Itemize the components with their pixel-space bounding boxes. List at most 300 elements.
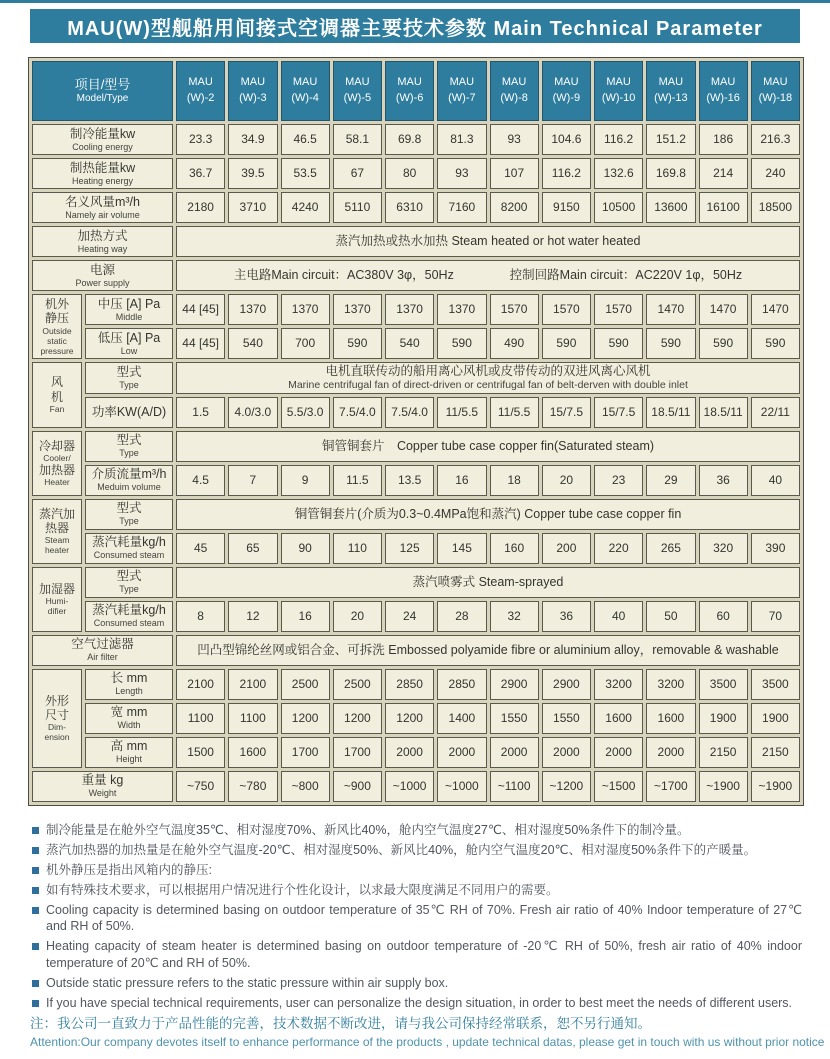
cell-text-line: 蒸汽耗量kg/h (92, 535, 166, 550)
value-cell: 590 (437, 328, 486, 359)
table-row (32, 601, 800, 632)
value-cell: 132.6 (594, 158, 643, 189)
bottom-note-zh: 注：我公司一直致力于产品性能的完善，技术数据不断改进，请与我公司保持经常联系，恕不另行通知。 (30, 1016, 651, 1031)
cell-text-line: Height (115, 754, 142, 765)
value-cell: 200 (542, 533, 591, 564)
value-cell: 3500 (751, 669, 800, 700)
cell-text-line: 长 mm (110, 671, 148, 686)
cell-text-line: MAU (292, 76, 318, 89)
param-label-cell (32, 192, 173, 223)
value-cell: 1370 (437, 294, 486, 325)
cell-text-line: 机 (50, 389, 63, 404)
value-cell: ~1200 (542, 771, 591, 802)
value-cell: 20 (333, 601, 382, 632)
param-label-cell (32, 158, 173, 189)
value-cell: 169.8 (646, 158, 695, 189)
merged-value-cell (176, 226, 800, 257)
value-cell: 5.5/3.0 (281, 397, 330, 428)
cell-text-line: 加热器 (38, 463, 75, 478)
cell-text-line: (W)-2 (186, 92, 215, 104)
value-cell: 107 (490, 158, 539, 189)
cell-text-line: heater (44, 545, 70, 556)
cell-text-line: 低压 [A] Pa (97, 330, 161, 345)
value-cell: 90 (281, 533, 330, 564)
spec-table (28, 57, 804, 806)
cell-text-line: 型式 (116, 501, 142, 516)
value-cell: 18.5/11 (646, 397, 695, 428)
param-label-cell (85, 737, 173, 768)
param-label-cell (85, 567, 173, 598)
value-cell: 93 (490, 124, 539, 155)
group-label-cell (32, 499, 82, 564)
param-label-cell (85, 431, 173, 462)
value-cell: 11/5.5 (437, 397, 486, 428)
value-cell: 32 (490, 601, 539, 632)
value-cell: 1470 (751, 294, 800, 325)
cell-text-line: 主电路Main circuit：AC380V 3φ，50Hz (233, 268, 454, 282)
merged-value-cell (176, 567, 800, 598)
value-cell: 1500 (176, 737, 225, 768)
cell-text-line: 空气过滤器 (71, 637, 134, 652)
table-row (32, 703, 800, 734)
footnote-item (30, 995, 802, 1012)
value-cell: 1600 (646, 703, 695, 734)
cell-text-line: Marine centrifugal fan of direct-driven or centrifugal fan of belt-derven with double inlet (288, 379, 688, 391)
value-cell: 18500 (751, 192, 800, 223)
group-label-cell (32, 567, 82, 632)
cell-text-line: Consumed steam (93, 618, 165, 629)
cell-text-line: MAU (710, 76, 736, 89)
cell-text-line: 制冷能量kw (69, 126, 136, 141)
model-header-cell (594, 61, 643, 121)
cell-text-line: (W)-9 (552, 92, 581, 104)
value-cell: 2000 (646, 737, 695, 768)
value-cell: 2000 (490, 737, 539, 768)
model-header-cell (751, 61, 800, 121)
header-row (32, 61, 800, 121)
cell-text-line: 功率KW(A/D) (91, 404, 167, 419)
value-cell: 2180 (176, 192, 225, 223)
cell-text-line: Type (119, 584, 139, 595)
value-cell: 40 (751, 465, 800, 496)
table-row (32, 771, 800, 802)
cell-text-line: (W)-5 (343, 92, 372, 104)
cell-text-line: 加湿器 (38, 581, 75, 596)
value-cell: 16 (437, 465, 486, 496)
model-header-cell (542, 61, 591, 121)
cell-text-line: 型式 (116, 364, 142, 379)
page-title: MAU(W)型舰船用间接式空调器主要技术参数 Main Technical Parameter (30, 9, 800, 43)
cell-text-line: 型式 (116, 433, 142, 448)
value-cell: 4.5 (176, 465, 225, 496)
cell-text-line: 蒸汽加 (38, 506, 75, 521)
value-cell: 18 (490, 465, 539, 496)
cell-text-line: Outside (42, 325, 72, 336)
cell-text-line: 重量 kg (81, 773, 124, 788)
value-cell: 29 (646, 465, 695, 496)
cell-text-line: 铜管铜套片(介质为0.3~0.4MPa饱和蒸汽) Copper tube case copper fin (294, 506, 682, 521)
square-bullet-icon (32, 867, 39, 874)
footnote-text: If you have special technical requirements, user can personalize the design situation, in order to best meet the needs of different users. (46, 995, 793, 1010)
cell-text-line: 电机直联传动的船用离心风机或皮带传动的双进风离心风机 (325, 364, 651, 378)
footnotes (30, 822, 802, 1015)
merged-value-cell (176, 260, 800, 291)
square-bullet-icon (32, 1000, 39, 1007)
value-cell: 5110 (333, 192, 382, 223)
cell-text-line: 制热能量kw (69, 160, 136, 175)
cell-text-line: 铜管铜套片 Copper tube case copper fin(Saturated steam) (321, 438, 655, 453)
value-cell: ~1900 (751, 771, 800, 802)
cell-text-line: (W)-7 (448, 92, 476, 104)
value-cell: 2100 (228, 669, 277, 700)
table-row (32, 362, 800, 394)
param-label-cell (85, 669, 173, 700)
cell-text-line: pressure (40, 345, 74, 356)
value-cell: 11.5 (333, 465, 382, 496)
value-cell: 145 (437, 533, 486, 564)
value-cell: 1570 (594, 294, 643, 325)
param-label-cell (85, 362, 173, 394)
cell-text-line: MAU (449, 76, 475, 89)
value-cell: 2150 (751, 737, 800, 768)
value-cell: 7 (228, 465, 277, 496)
value-cell: 2500 (281, 669, 330, 700)
value-cell: 36 (699, 465, 748, 496)
square-bullet-icon (32, 847, 39, 854)
param-label-cell (85, 328, 173, 359)
value-cell: 214 (699, 158, 748, 189)
value-cell: 1600 (228, 737, 277, 768)
merged-value-cell (176, 362, 800, 394)
cell-text-line: 型式 (116, 569, 142, 584)
value-cell: 1600 (594, 703, 643, 734)
cell-text-line: 高 mm (110, 739, 148, 754)
value-cell: 3710 (228, 192, 277, 223)
value-cell: 28 (437, 601, 486, 632)
cell-text-line: Meduim volume (97, 482, 161, 493)
model-type-header-cell (32, 61, 173, 121)
cell-text-line: 机外 (44, 296, 69, 311)
cell-text-line: Type (119, 448, 139, 459)
footnote-item (30, 862, 802, 879)
value-cell: 53.5 (281, 158, 330, 189)
square-bullet-icon (32, 887, 39, 894)
value-cell: 69.8 (385, 124, 434, 155)
cell-text-line: MAU (345, 76, 370, 89)
value-cell: 320 (699, 533, 748, 564)
cell-text-line: 电源 (89, 262, 115, 277)
value-cell: 1900 (751, 703, 800, 734)
footnote-text: Outside static pressure refers to the static pressure within air supply box. (46, 976, 449, 990)
table-row (32, 192, 800, 223)
value-cell: 4240 (281, 192, 330, 223)
footnote-text: 蒸汽加热器的加热量是在舱外空气温度-20℃、相对湿度50%、新风比40%，舱内空气温度20℃、相对湿度50%条件下的产暖量。 (46, 842, 757, 857)
value-cell: 50 (646, 601, 695, 632)
cell-text-line: Namely air volume (65, 209, 140, 220)
value-cell: 590 (646, 328, 695, 359)
value-cell: 700 (281, 328, 330, 359)
table-row (32, 737, 800, 768)
cell-text-line: 热器 (44, 520, 69, 535)
value-cell: 39.5 (228, 158, 277, 189)
value-cell: 2000 (437, 737, 486, 768)
cell-text-line: MAU (554, 76, 579, 89)
cell-text-line: MAU (763, 76, 788, 89)
merged-value-cell (176, 431, 800, 462)
value-cell: 1470 (699, 294, 748, 325)
value-cell: 2000 (542, 737, 591, 768)
param-label-cell (85, 601, 173, 632)
value-cell: 2900 (490, 669, 539, 700)
cell-text-line: 名义风量m³/h (64, 194, 140, 209)
value-cell: 1200 (333, 703, 382, 734)
bottom-note-en: Attention:Our company devotes itself to enhance performance of the products , update technical datas, please get in touch with us without prior notice (30, 1035, 825, 1050)
value-cell: 8200 (490, 192, 539, 223)
value-cell: 9 (281, 465, 330, 496)
table-row (32, 669, 800, 700)
model-header-cell (699, 61, 748, 121)
cell-text-line: MAU (658, 76, 684, 89)
value-cell: 11/5.5 (490, 397, 539, 428)
cell-text-line: Air filter (87, 652, 118, 663)
value-cell: 70 (751, 601, 800, 632)
cell-text-line: Dim- (48, 722, 66, 733)
footnote-item (30, 822, 802, 839)
cell-text-line: 凹凸型锦纶丝网或铝合金、可拆洗 Embossed polyamide fibre or aluminium alloy，removable & washable (197, 642, 779, 657)
value-cell: 216.3 (751, 124, 800, 155)
cell-text-line: 加热方式 (77, 228, 128, 243)
value-cell: 81.3 (437, 124, 486, 155)
power-supply-parts (178, 268, 798, 283)
model-header-cell (228, 61, 277, 121)
value-cell: 1370 (385, 294, 434, 325)
value-cell: 36.7 (176, 158, 225, 189)
value-cell: 4.0/3.0 (228, 397, 277, 428)
footnote-item (30, 975, 802, 992)
cell-text-line: (W)-18 (758, 92, 793, 104)
value-cell: 58.1 (333, 124, 382, 155)
cell-text-line: (W)-3 (239, 92, 267, 104)
footnote-text: 机外静压是指出风箱内的静压: (46, 862, 212, 877)
value-cell: 1900 (699, 703, 748, 734)
cell-text-line: (W)-4 (291, 92, 319, 104)
value-cell: 104.6 (542, 124, 591, 155)
value-cell: 265 (646, 533, 695, 564)
cell-text-line: 风 (50, 375, 63, 390)
model-header-cell (385, 61, 434, 121)
value-cell: 13.5 (385, 465, 434, 496)
value-cell: 186 (699, 124, 748, 155)
value-cell: 7160 (437, 192, 486, 223)
value-cell: 24 (385, 601, 434, 632)
footnote-item (30, 938, 802, 972)
cell-text-line: (W)-8 (500, 92, 528, 104)
param-label-cell (85, 465, 173, 496)
square-bullet-icon (32, 980, 39, 987)
value-cell: 23.3 (176, 124, 225, 155)
value-cell: 16100 (699, 192, 748, 223)
value-cell: 7.5/4.0 (385, 397, 434, 428)
value-cell: 93 (437, 158, 486, 189)
cell-text-line: difier (47, 606, 67, 617)
value-cell: 590 (699, 328, 748, 359)
value-cell: 2000 (385, 737, 434, 768)
cell-text-line: MAU (188, 76, 213, 89)
table-row (32, 124, 800, 155)
value-cell: 15/7.5 (542, 397, 591, 428)
cell-text-line: (W)-10 (601, 92, 636, 104)
cell-text-line: Type (119, 516, 139, 527)
cell-text-line: Model/Type (76, 92, 129, 104)
table-row (32, 260, 800, 291)
value-cell: 490 (490, 328, 539, 359)
value-cell: 2850 (437, 669, 486, 700)
value-cell: 7.5/4.0 (333, 397, 382, 428)
table-row (32, 567, 800, 598)
cell-text-line: 控制回路Main circuit：AC220V 1φ，50Hz (509, 268, 743, 282)
value-cell: 540 (228, 328, 277, 359)
value-cell: 1200 (385, 703, 434, 734)
table-row (32, 465, 800, 496)
cell-text-line: Type (119, 379, 139, 390)
value-cell: 16 (281, 601, 330, 632)
cell-text-line: 蒸汽耗量kg/h (92, 603, 166, 618)
model-header-cell (281, 61, 330, 121)
footnote-text: Cooling capacity is determined basing on outdoor temperature of 35℃ RH of 70%. Fresh air ratio of 40% Indoor temperature of 27℃ and RH of 50%. (46, 902, 802, 934)
value-cell: 46.5 (281, 124, 330, 155)
footnote-text: Heating capacity of steam heater is determined basing on outdoor temperature of -20℃ RH of 50%, fresh air ratio of 40% indoor temperature of 20℃ and RH of 50%. (46, 939, 802, 971)
cell-text-line: 外形 (44, 693, 69, 708)
value-cell: 1370 (228, 294, 277, 325)
table-row (32, 431, 800, 462)
value-cell: 2150 (699, 737, 748, 768)
model-header-cell (490, 61, 539, 121)
value-cell: 2850 (385, 669, 434, 700)
cell-text-line: 介质流量m³/h (91, 467, 167, 482)
value-cell: 34.9 (228, 124, 277, 155)
top-accent-strip (0, 0, 830, 3)
cell-text-line: MAU (240, 76, 266, 89)
cell-text-line: Heating way (77, 243, 128, 254)
square-bullet-icon (32, 943, 39, 950)
model-header-cell (437, 61, 486, 121)
value-cell: 45 (176, 533, 225, 564)
param-label-cell (85, 703, 173, 734)
cell-text-line: Humi- (45, 596, 69, 607)
cell-text-line: Cooler/ (43, 452, 71, 463)
table-row (32, 226, 800, 257)
value-cell: ~1100 (490, 771, 539, 802)
value-cell: 390 (751, 533, 800, 564)
cell-text-line: MAU (501, 76, 527, 89)
value-cell: 36 (542, 601, 591, 632)
value-cell: ~1000 (437, 771, 486, 802)
value-cell: 2000 (594, 737, 643, 768)
cell-text-line: Cooling energy (72, 141, 133, 152)
value-cell: 12 (228, 601, 277, 632)
param-label-cell (85, 499, 173, 530)
value-cell: 3200 (594, 669, 643, 700)
cell-text-line: ension (44, 732, 70, 743)
value-cell: ~750 (176, 771, 225, 802)
value-cell: 3500 (699, 669, 748, 700)
table-row (32, 499, 800, 530)
value-cell: 125 (385, 533, 434, 564)
value-cell: 22/11 (751, 397, 800, 428)
value-cell: 590 (751, 328, 800, 359)
group-label-cell (32, 431, 82, 496)
value-cell: 116.2 (542, 158, 591, 189)
cell-text-line: Power supply (75, 277, 130, 288)
cell-text-line: 尺寸 (44, 707, 69, 722)
value-cell: 1550 (490, 703, 539, 734)
cell-text-line: 蒸汽加热或热水加热 Steam heated or hot water heated (335, 234, 641, 248)
table-row (32, 328, 800, 359)
cell-text-line: 项目/型号 (74, 77, 131, 93)
value-cell: 1100 (176, 703, 225, 734)
value-cell: 1.5 (176, 397, 225, 428)
square-bullet-icon (32, 827, 39, 834)
value-cell: 1200 (281, 703, 330, 734)
cell-text-line: Width (117, 720, 141, 731)
spec-table-head (32, 61, 800, 121)
value-cell: ~780 (228, 771, 277, 802)
value-cell: 220 (594, 533, 643, 564)
value-cell: ~1500 (594, 771, 643, 802)
value-cell: 13600 (646, 192, 695, 223)
value-cell: 590 (594, 328, 643, 359)
group-label-cell (32, 362, 82, 428)
cell-text-line: Low (120, 345, 138, 356)
value-cell: 10500 (594, 192, 643, 223)
value-cell: 20 (542, 465, 591, 496)
value-cell: 15/7.5 (594, 397, 643, 428)
value-cell: 65 (228, 533, 277, 564)
value-cell: 1100 (228, 703, 277, 734)
spec-table-body (32, 124, 800, 802)
value-cell: 80 (385, 158, 434, 189)
value-cell: 23 (594, 465, 643, 496)
table-row (32, 294, 800, 325)
footnote-item (30, 882, 802, 899)
bottom-note (30, 1014, 825, 1051)
value-cell: 18.5/11 (699, 397, 748, 428)
value-cell: 240 (751, 158, 800, 189)
value-cell: 1470 (646, 294, 695, 325)
value-cell: 8 (176, 601, 225, 632)
cell-text-line: MAU (606, 76, 631, 89)
param-label-cell (85, 533, 173, 564)
cell-text-line: 中压 [A] Pa (97, 296, 161, 311)
footnote-text: 如有特殊技术要求，可以根据用户情况进行个性化设计，以求最大限度满足不同用户的需要。 (46, 882, 559, 897)
model-header-cell (646, 61, 695, 121)
param-label-cell (85, 397, 173, 428)
footnote-text: 制冷能量是在舱外空气温度35℃、相对湿度70%、新风比40%，舱内空气温度27℃、相对湿度50%条件下的制冷量。 (46, 823, 690, 837)
cell-text-line: (W)-6 (395, 92, 424, 104)
value-cell: 6310 (385, 192, 434, 223)
value-cell: 151.2 (646, 124, 695, 155)
group-label-cell (32, 669, 82, 768)
value-cell: 540 (385, 328, 434, 359)
param-label-cell (32, 260, 173, 291)
param-label-cell (32, 635, 173, 666)
footnote-item (30, 842, 802, 859)
square-bullet-icon (32, 907, 39, 914)
value-cell: ~900 (333, 771, 382, 802)
value-cell: 1400 (437, 703, 486, 734)
value-cell: 2500 (333, 669, 382, 700)
cell-text-line: static (47, 335, 67, 346)
